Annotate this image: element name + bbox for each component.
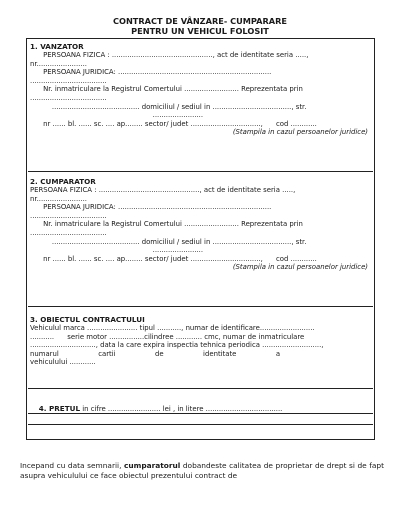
object-line[interactable]: vehiculului ............	[30, 358, 96, 367]
section-heading-seller: 1. VANZATOR	[30, 42, 84, 51]
section-seller	[30, 43, 372, 137]
seller-line[interactable]: nr.......................	[30, 59, 87, 68]
buyer-line[interactable]: PERSOANA FIZICA : .............................................., act de identitate seria .....,	[30, 186, 296, 194]
section-divider	[28, 306, 373, 307]
document-title: CONTRACT DE VÂNZARE- CUMPARARE	[112, 16, 288, 26]
document-subtitle: PENTRU UN VEHICUL FOLOSIT	[131, 26, 269, 36]
seller-line[interactable]: .......................	[30, 111, 204, 120]
object-line[interactable]: Vehiculul marca ....................... tipul ..........., numar de identificare.........................	[30, 324, 315, 332]
seller-line[interactable]: PERSOANA FIZICA : .............................................., act de identitate seria .....,	[30, 51, 309, 59]
object-line[interactable]: numarul cartii de identitate a	[30, 349, 281, 358]
seller-line[interactable]: ........................................ domiciliul / sediul in ...................................., str.	[30, 102, 307, 111]
buyer-line[interactable]: .......................	[30, 246, 204, 255]
buyer-line[interactable]: ...................................	[30, 228, 107, 237]
price-blank-line[interactable]	[28, 413, 373, 414]
transfer-clause	[20, 461, 384, 481]
buyer-line[interactable]: nr ...... bl. ...... sc. .... ap........ sector/ judet ................................, cod ............	[30, 254, 317, 263]
section-heading-price: 4. PRETUL	[38, 403, 81, 413]
buyer-line[interactable]: nr.......................	[30, 194, 87, 203]
section-heading-buyer: 2. CUMPARATOR	[30, 177, 96, 186]
seller-line[interactable]: ...................................	[30, 93, 107, 102]
price-blank-line[interactable]	[28, 424, 373, 425]
section-price	[30, 396, 372, 422]
section-buyer	[30, 178, 372, 272]
seller-line[interactable]: ...................................	[30, 76, 107, 85]
clause-text: dobandeste calitatea de proprietar de drept si de fapt asupra vehiculului ce face obiectul prezentului contract de	[20, 461, 384, 480]
clause-buyer-term: cumparatorul	[124, 461, 181, 470]
seller-line[interactable]: PERSOANA JURIDICA: ......................................................................	[30, 68, 272, 77]
buyer-line[interactable]: PERSOANA JURIDICA: ......................................................................	[30, 203, 272, 212]
object-line[interactable]: ........... serie motor ................cilindree ............ cmc, numar de inmatriculare	[30, 332, 305, 341]
buyer-line[interactable]: Nr. inmatriculare la Registrul Comertului ......................... Reprezentata prin	[30, 220, 303, 229]
object-line[interactable]: .............................., data la care expira inspectia tehnica periodica ...........................,	[30, 341, 324, 350]
clause-text: Incepand cu data semnarii,	[20, 461, 124, 470]
section-heading-object: 3. OBIECTUL CONTRACTULUI	[30, 315, 145, 324]
section-divider	[28, 171, 373, 172]
buyer-stamp-note: (Stampila in cazul persoanelor juridice)	[232, 263, 368, 272]
seller-line[interactable]: Nr. inmatriculare la Registrul Comertului ......................... Reprezentata prin	[30, 85, 303, 94]
price-line[interactable]	[30, 396, 372, 422]
section-object	[30, 316, 372, 367]
buyer-line[interactable]: ...................................	[30, 211, 107, 220]
price-fields[interactable]: in cifre ........................ lei , in litere ...................................	[80, 404, 283, 413]
seller-stamp-note: (Stampila in cazul persoanelor juridice)	[232, 128, 368, 137]
buyer-line[interactable]: ........................................ domiciliul / sediul in ...................................., str.	[30, 237, 307, 246]
seller-line[interactable]: nr ...... bl. ...... sc. .... ap........ sector/ judet ................................, cod ............	[30, 119, 317, 128]
section-divider	[28, 388, 373, 389]
